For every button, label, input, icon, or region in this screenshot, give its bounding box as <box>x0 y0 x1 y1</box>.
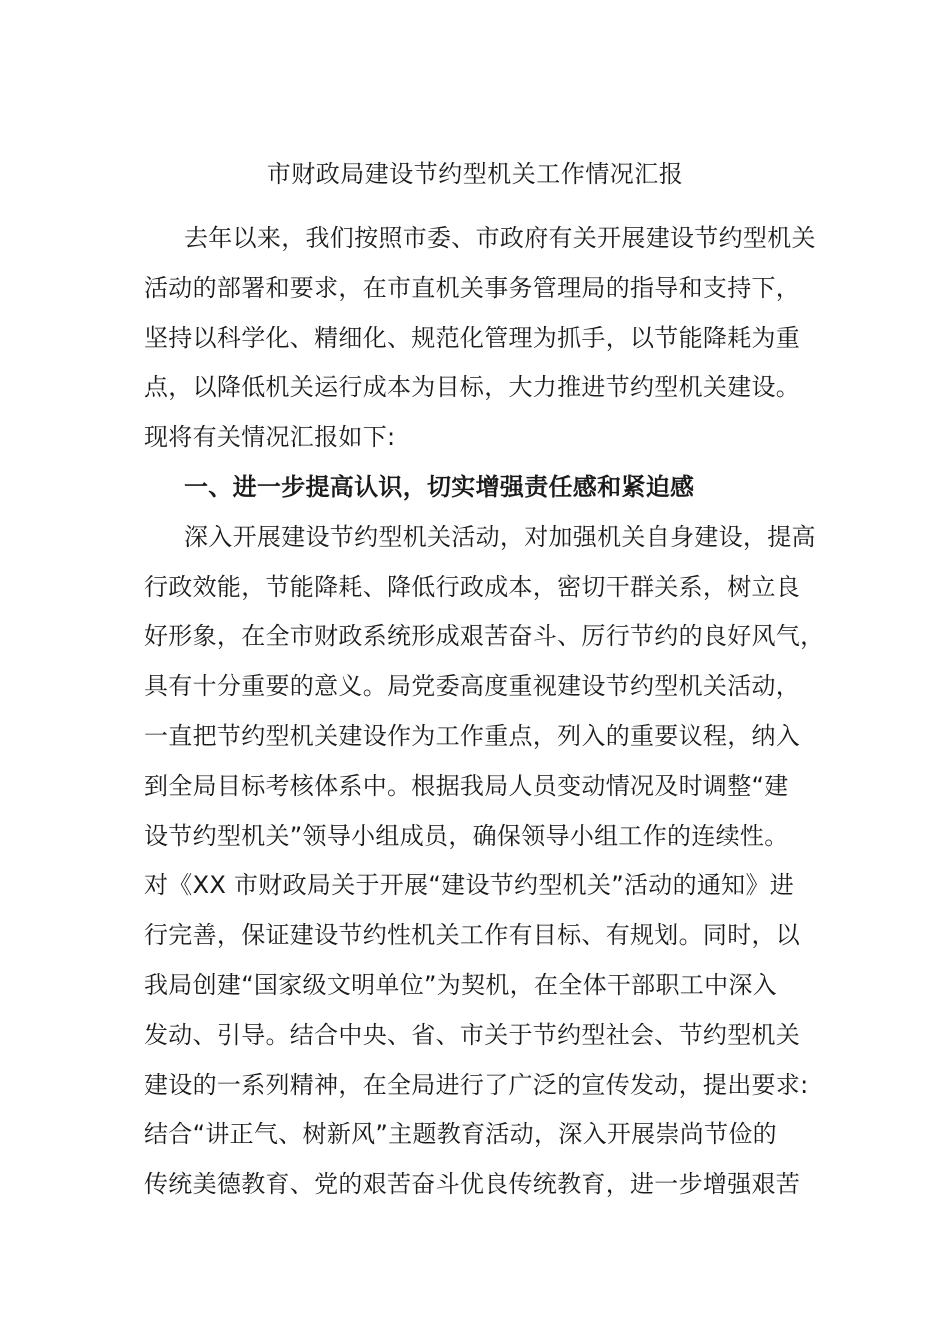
paragraph-line: 点，以降低机关运行成本为目标，大力推进节约型机关建设。 <box>144 373 801 402</box>
paragraph-line: 传统美德教育、党的艰苦奋斗优良传统教育，进一步增强艰苦 <box>144 1170 801 1199</box>
document-body <box>144 220 824 1216</box>
paragraph-line: 好形象，在全市财政系统形成艰苦奋斗、厉行节约的良好风气， <box>144 622 825 651</box>
section-heading: 一、进一步提高认识，切实增强责任感和紧迫感 <box>184 472 695 501</box>
paragraph-line: 去年以来，我们按照市委、市政府有关开展建设节约型机关 <box>184 224 816 252</box>
paragraph-line: 现将有关情况汇报如下: <box>144 423 396 452</box>
paragraph-line: 具有十分重要的意义。局党委高度重视建设节约型机关活动， <box>144 672 801 701</box>
paragraph-line: 结合“讲正气、树新风”主题教育活动，深入开展崇尚节俭的 <box>144 1120 777 1149</box>
document-title: 市财政局建设节约型机关工作情况汇报 <box>266 160 684 188</box>
paragraph-line: 行完善，保证建设节约性机关工作有目标、有规划。同时，以 <box>144 921 801 950</box>
paragraph-line: 到全局目标考核体系中。根据我局人员变动情况及时调整“建 <box>144 771 789 800</box>
paragraph-line: 我局创建“国家级文明单位”为契机，在全体干部职工中深入 <box>144 970 777 999</box>
paragraph-line: 对《XX 市财政局关于开展“建设节约型机关”活动的通知》进 <box>144 871 795 900</box>
paragraph-line: 建设的一系列精神，在全局进行了广泛的宣传发动，提出要求: <box>144 1070 809 1099</box>
paragraph-line: 行政效能，节能降耗、降低行政成本，密切干群关系，树立良 <box>144 572 801 601</box>
paragraph-line: 活动的部署和要求，在市直机关事务管理局的指导和支持下， <box>144 273 801 302</box>
paragraph-line: 深入开展建设节约型机关活动，对加强机关自身建设，提高 <box>184 522 816 551</box>
paragraph-line: 设节约型机关”领导小组成员，确保领导小组工作的连续性。 <box>144 821 789 850</box>
paragraph-line: 一直把节约型机关建设作为工作重点，列入的重要议程，纳入 <box>144 721 801 750</box>
paragraph-line: 发动、引导。结合中央、省、市关于节约型社会、节约型机关 <box>144 1020 801 1049</box>
paragraph-line: 坚持以科学化、精细化、规范化管理为抓手，以节能降耗为重 <box>144 323 801 352</box>
